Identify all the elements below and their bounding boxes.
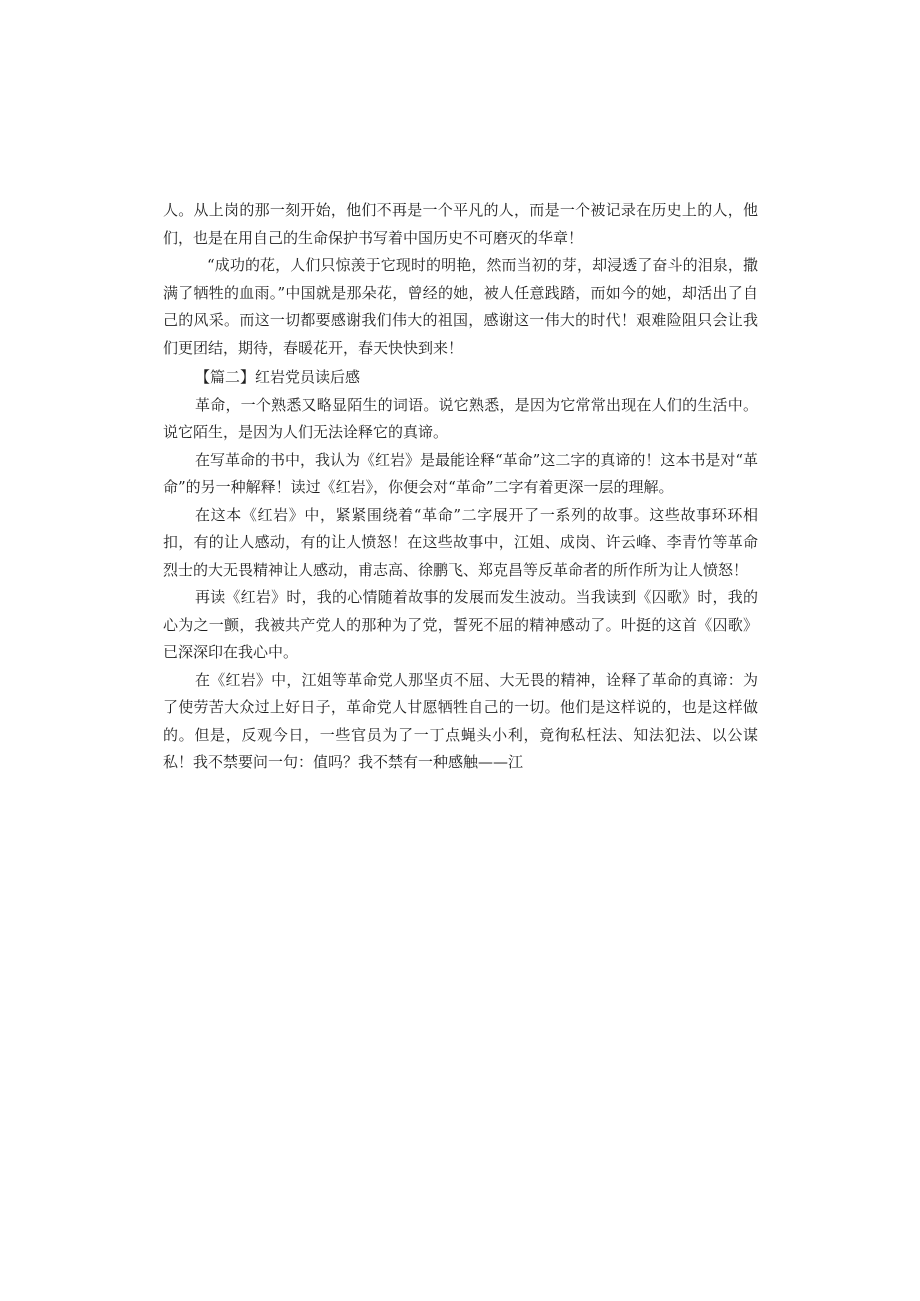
paragraph: 在这本《红岩》中，紧紧围绕着“革命”二字展开了一系列的故事。这些故事环环相扣，有的让人感动，有的让人愤怒！在这些故事中，江姐、成岗、许云峰、李青竹等革命烈士的大无畏精神让人感动，甫志高、徐鹏飞、郑克昌等反革命者的所作所为让人愤怒！: [163, 505, 758, 579]
paragraph-quote: “成功的花，人们只惊羡于它现时的明艳，然而当初的芽，却浸透了奋斗的泪泉，撒满了牺牲的血雨。”中国就是那朵花，曾经的她，被人任意践踏，而如今的她，却活出了自己的风采。而这一切都要感谢我们伟大的祖国，感谢这一伟大的时代！艰难险阻只会让我们更团结，期待，春暖花开，春天快快到来！: [163, 256, 758, 357]
paragraph: 再读《红岩》时，我的心情随着故事的发展而发生波动。当我读到《囚歌》时，我的心为之一颤，我被共产党人的那种为了党，誓死不屈的精神感动了。叶挺的这首《囚歌》已深深印在我心中。: [163, 588, 758, 661]
paragraph: 革命，一个熟悉又略显陌生的词语。说它熟悉，是因为它常常出现在人们的生活中。说它陌生，是因为人们无法诠释它的真谛。: [163, 395, 758, 441]
paragraph-continuation: 人。从上岗的那一刻开始，他们不再是一个平凡的人，而是一个被记录在历史上的人，他们，也是在用自己的生命保护书写着中国历史不可磨灭的华章！: [163, 201, 758, 247]
paragraph: 在《红岩》中，江姐等革命党人那坚贞不屈、大无畏的精神，诠释了革命的真谛：为了使劳苦大众过上好日子，革命党人甘愿牺牲自己的一切。他们是这样说的，也是这样做的。但是，反观今日，一些官员为了一丁点蝇头小利，竟徇私枉法、知法犯法、以公谋私！我不禁要问一句：值吗？我不禁有一种感触——江: [163, 670, 758, 771]
paragraph: 在写革命的书中，我认为《红岩》是最能诠释“革命”这二字的真谛的！这本书是对“革命”的另一种解释！读过《红岩》，你便会对“革命”二字有着更深一层的理解。: [163, 450, 759, 496]
section-heading: 【篇二】红岩党员读后感: [195, 368, 361, 386]
document-body: [163, 197, 758, 777]
